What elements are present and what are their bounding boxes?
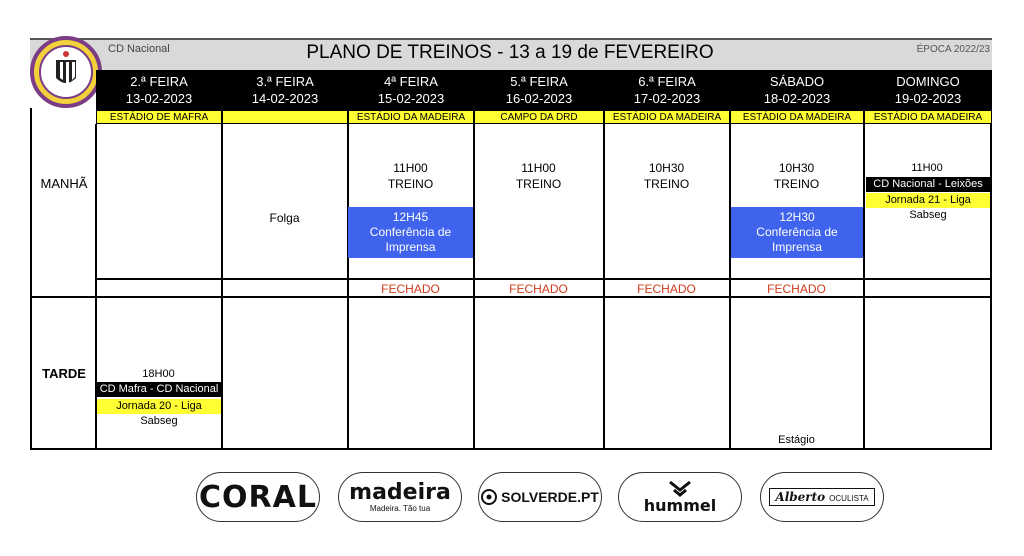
tue-morning-rest: Folga	[269, 211, 300, 225]
sat-closed: FECHADO	[767, 282, 826, 296]
grid-line	[990, 124, 992, 450]
club-name: CD Nacional	[108, 43, 170, 55]
sun-morning-time: 11H00	[911, 162, 943, 174]
page-title: PLANO DE TREINOS - 13 a 19 de FEVEREIRO	[306, 42, 714, 63]
sat-afternoon-camp: Estágio	[778, 434, 815, 446]
venue-fri: ESTÁDIO DA MADEIRA	[604, 110, 730, 124]
day-header-fri: 6.ª FEIRA 17-02-2023	[604, 70, 730, 110]
sat-press-conference: 12H30 Conferência de Imprensa	[731, 207, 863, 258]
day-header-tue: 3.ª FEIRA 14-02-2023	[222, 70, 348, 110]
solverde-icon	[481, 489, 497, 505]
grid-line	[30, 448, 992, 450]
day-header-thu: 5.ª FEIRA 16-02-2023	[474, 70, 604, 110]
fri-morning-activity: TREINO	[643, 177, 690, 191]
venue-wed: ESTÁDIO DA MADEIRA	[348, 110, 474, 124]
grid-line	[221, 124, 223, 450]
row-label-morning: MANHÃ	[40, 176, 88, 191]
venue-tue	[222, 110, 348, 124]
sponsor-alberto-oculista-logo: Alberto OCULISTA	[760, 472, 884, 522]
grid-line	[30, 108, 32, 450]
venue-sun: ESTÁDIO DA MADEIRA	[864, 110, 992, 124]
grid-line	[95, 278, 992, 280]
thu-morning-time: 11H00	[521, 161, 556, 175]
mon-afternoon-time: 18H00	[142, 368, 175, 380]
sun-match: CD Nacional - Leixões	[866, 177, 990, 192]
wed-closed: FECHADO	[381, 282, 440, 296]
thu-morning-activity: TREINO	[515, 177, 562, 191]
venue-sat: ESTÁDIO DA MADEIRA	[730, 110, 864, 124]
day-header-wed: 4ª FEIRA 15-02-2023	[348, 70, 474, 110]
day-header-sat: SÁBADO 18-02-2023	[730, 70, 864, 110]
sponsor-solverde-logo: SOLVERDE.PT	[478, 472, 602, 522]
wed-morning-time: 11H00	[393, 161, 428, 175]
sponsor-madeira-logo: madeira Madeira. Tão tua	[338, 472, 462, 522]
venue-mon: ESTÁDIO DE MAFRA	[96, 110, 222, 124]
fri-morning-time: 10H30	[648, 161, 685, 175]
thu-closed: FECHADO	[509, 282, 568, 296]
day-header-mon: 2.ª FEIRA 13-02-2023	[96, 70, 222, 110]
sat-morning-time: 10H30	[778, 161, 815, 175]
sat-morning-activity: TREINO	[773, 177, 820, 191]
mon-match: CD Mafra - CD Nacional	[97, 382, 221, 397]
venue-thu: CAMPO DA DRD	[474, 110, 604, 124]
wed-morning-activity: TREINO	[387, 177, 434, 191]
sun-round: Jornada 21 - Liga Sabseg	[866, 193, 990, 208]
sponsor-coral-logo: CORAL	[196, 472, 320, 522]
club-crest-logo	[30, 36, 102, 108]
row-label-afternoon: TARDE	[42, 366, 86, 381]
season-label: ÉPOCA 2022/23	[916, 44, 990, 55]
grid-line	[30, 296, 992, 298]
wed-press-conference: 12H45 Conferência de Imprensa	[348, 207, 473, 258]
mon-round: Jornada 20 - Liga Sabseg	[97, 399, 221, 414]
day-header-sun: DOMINGO 19-02-2023	[864, 70, 992, 110]
fri-closed: FECHADO	[637, 282, 696, 296]
sponsor-hummel-logo: hummel	[618, 472, 742, 522]
